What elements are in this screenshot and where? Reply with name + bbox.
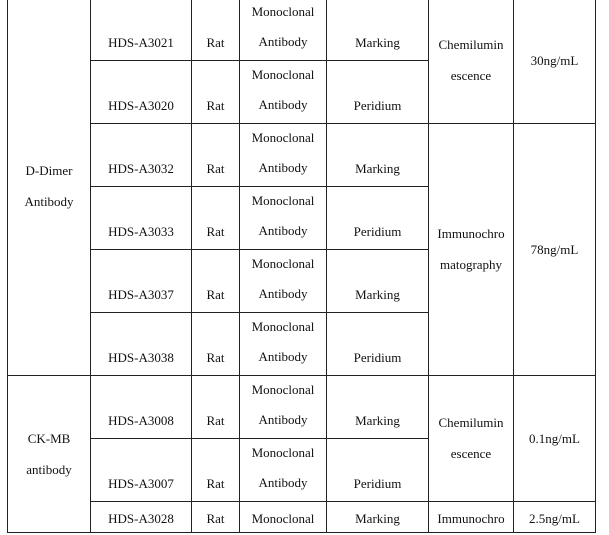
code-cell: HDS-A3032	[91, 124, 192, 187]
table-row	[8, 376, 596, 439]
sensitivity-cell: 0.1ng/mL	[514, 376, 596, 502]
purpose-cell: Marking	[327, 502, 429, 533]
type-cell: Monoclonal	[240, 502, 327, 533]
purpose-cell: Marking	[327, 250, 429, 313]
antibody-table	[7, 0, 596, 533]
antigen-cell	[8, 376, 91, 533]
code-cell: HDS-A3028	[91, 502, 192, 533]
type-cell: Monoclonal Antibody	[240, 439, 327, 502]
code-cell: HDS-A3008	[91, 376, 192, 439]
host-cell: Rat	[192, 313, 240, 376]
purpose-cell: Marking	[327, 124, 429, 187]
type-cell: Monoclonal Antibody	[240, 0, 327, 61]
type-cell: Monoclonal Antibody	[240, 376, 327, 439]
table-row	[8, 124, 596, 187]
type-cell: Monoclonal Antibody	[240, 187, 327, 250]
purpose-cell: Peridium	[327, 313, 429, 376]
host-cell: Rat	[192, 61, 240, 124]
antigen-cell	[8, 0, 91, 376]
type-cell: Monoclonal Antibody	[240, 124, 327, 187]
code-cell: HDS-A3037	[91, 250, 192, 313]
purpose-cell: Peridium	[327, 187, 429, 250]
host-cell: Rat	[192, 0, 240, 61]
host-cell: Rat	[192, 439, 240, 502]
host-cell: Rat	[192, 250, 240, 313]
host-cell: Rat	[192, 502, 240, 533]
sensitivity-cell: 30ng/mL	[514, 0, 596, 124]
type-cell: Monoclonal Antibody	[240, 61, 327, 124]
type-cell: Monoclonal Antibody	[240, 250, 327, 313]
purpose-cell: Marking	[327, 0, 429, 61]
method-cell: Immunochro matography	[429, 124, 514, 376]
code-cell: HDS-A3038	[91, 313, 192, 376]
antigen-line: D-Dimer	[25, 163, 73, 178]
purpose-cell: Marking	[327, 376, 429, 439]
method-cell: Chemilumin escence	[429, 376, 514, 502]
table-row	[8, 0, 596, 61]
type-cell: Monoclonal Antibody	[240, 313, 327, 376]
antigen-line: Antibody	[24, 194, 74, 209]
code-cell: HDS-A3021	[91, 0, 192, 61]
method-cell: Immunochro	[429, 502, 514, 533]
code-cell: HDS-A3033	[91, 187, 192, 250]
method-cell: Chemilumin escence	[429, 0, 514, 124]
sensitivity-cell: 2.5ng/mL	[514, 502, 596, 533]
code-cell: HDS-A3007	[91, 439, 192, 502]
table-row	[8, 502, 596, 533]
host-cell: Rat	[192, 124, 240, 187]
host-cell: Rat	[192, 376, 240, 439]
purpose-cell: Peridium	[327, 61, 429, 124]
code-cell: HDS-A3020	[91, 61, 192, 124]
host-cell: Rat	[192, 187, 240, 250]
antigen-line: antibody	[26, 461, 72, 477]
sensitivity-cell: 78ng/mL	[514, 124, 596, 376]
purpose-cell: Peridium	[327, 439, 429, 502]
antigen-line: CK-MB	[27, 430, 71, 446]
